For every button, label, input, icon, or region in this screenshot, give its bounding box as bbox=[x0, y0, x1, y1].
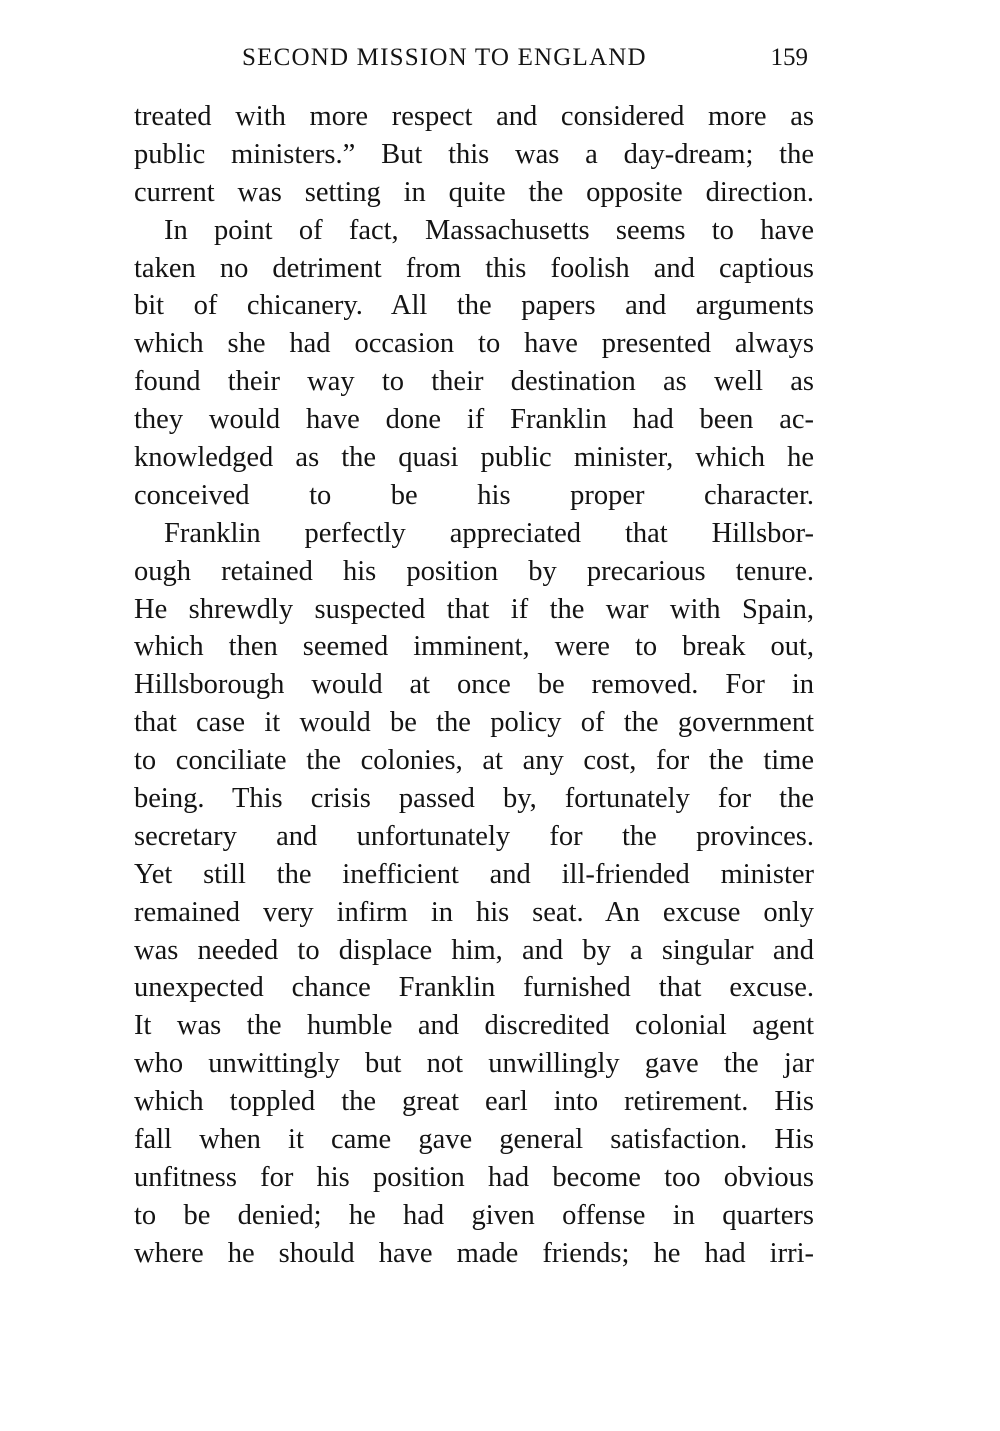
text-line: Franklin perfectly appreciated that Hillsbor- bbox=[164, 517, 814, 549]
text-line: Hillsborough would at once be removed. For in bbox=[134, 669, 814, 701]
text-line: ough retained his position by precarious tenure. bbox=[134, 555, 814, 587]
text-line: who unwittingly but not unwillingly gave the jar bbox=[134, 1048, 814, 1080]
text-line: current was setting in quite the opposite direction. bbox=[134, 176, 814, 208]
text-line: It was the humble and discredited colonial agent bbox=[134, 1010, 814, 1042]
text-line: Yet still the inefficient and ill-friended minister bbox=[134, 858, 814, 890]
paragraph bbox=[134, 98, 814, 212]
text-line: which toppled the great earl into retirement. His bbox=[134, 1086, 814, 1118]
text-line: bit of chicanery. All the papers and arguments bbox=[134, 290, 814, 322]
text-line: unexpected chance Franklin furnished that excuse. bbox=[134, 972, 814, 1004]
text-line: that case it would be the policy of the government bbox=[134, 707, 814, 739]
text-line: He shrewdly suspected that if the war with Spain, bbox=[134, 593, 814, 625]
text-line: was needed to displace him, and by a singular and bbox=[134, 934, 814, 966]
text-line: taken no detriment from this foolish and captious bbox=[134, 252, 814, 284]
text-line: remained very infirm in his seat. An excuse only bbox=[134, 896, 814, 928]
text-line: found their way to their destination as well as bbox=[134, 366, 814, 398]
running-title: SECOND MISSION TO ENGLAND bbox=[242, 44, 647, 71]
text-line: treated with more respect and considered more as bbox=[134, 101, 814, 132]
text-line: public ministers.” But this was a day-dream; the bbox=[134, 138, 814, 170]
paragraph bbox=[134, 212, 814, 515]
running-head bbox=[134, 44, 814, 78]
paragraph bbox=[134, 515, 814, 1273]
text-line: secretary and unfortunately for the provinces. bbox=[134, 820, 814, 852]
text-line: unfitness for his position had become too obvious bbox=[134, 1161, 814, 1193]
text-line: knowledged as the quasi public minister, which he bbox=[134, 442, 814, 474]
text-line: In point of fact, Massachusetts seems to have bbox=[164, 214, 814, 246]
text-line: they would have done if Franklin had been ac- bbox=[134, 404, 814, 436]
page-number: 159 bbox=[770, 44, 808, 71]
text-line: which then seemed imminent, were to break out, bbox=[134, 631, 814, 663]
text-line: conceived to be his proper character. bbox=[134, 479, 814, 511]
text-line: to conciliate the colonies, at any cost, for the time bbox=[134, 745, 814, 777]
text-line: fall when it came gave general satisfaction. His bbox=[134, 1124, 814, 1156]
body-text bbox=[134, 98, 814, 1273]
text-line: being. This crisis passed by, fortunately for the bbox=[134, 783, 814, 815]
text-line: to be denied; he had given offense in quarters bbox=[134, 1199, 814, 1231]
text-line: which she had occasion to have presented always bbox=[134, 328, 814, 360]
text-line: where he should have made friends; he had irri- bbox=[134, 1237, 814, 1269]
